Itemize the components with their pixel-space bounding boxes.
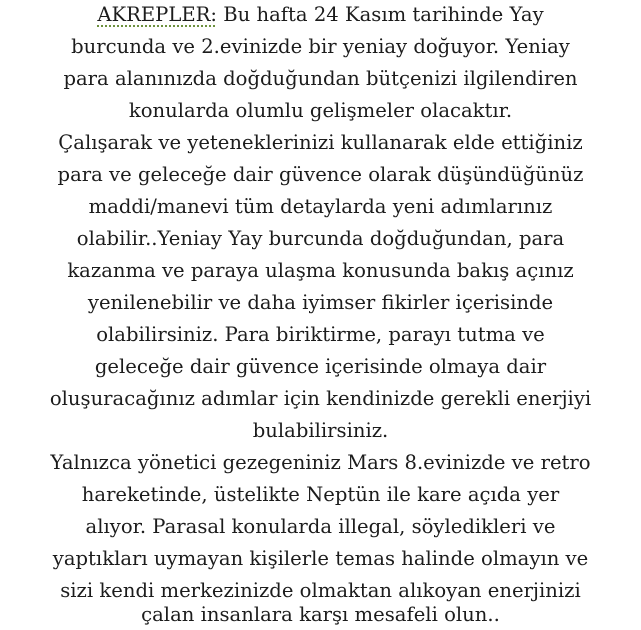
heading-rest: Bu hafta 24 Kasım tarihinde Yay bbox=[217, 3, 544, 26]
text-line: yaptıkları uymayan kişilerle temas halinde olmayın ve bbox=[52, 547, 589, 570]
heading-line bbox=[0, 0, 641, 30]
text-line: hareketinde, üstelikte Neptün ile kare açıda yer bbox=[81, 483, 560, 506]
text-line: burcunda ve 2.evinizde bir yeniay doğuyor. Yeniay bbox=[71, 35, 570, 58]
text-line: sizi kendi merkezinizde olmaktan alıkoyan enerjinizi bbox=[60, 579, 581, 602]
text-line: konularda olumlu gelişmeler olacaktır. bbox=[128, 99, 513, 122]
text-line: alıyor. Parasal konularda illegal, söyledikleri ve bbox=[85, 515, 556, 538]
text-line: kazanma ve paraya ulaşma konusunda bakış açınız bbox=[67, 259, 574, 282]
text-line: oluşuracağınız adımlar için kendinizde gerekli enerjiyi bbox=[49, 387, 592, 410]
text-line: para alanınızda doğduğundan bütçenizi ilgilendiren bbox=[63, 67, 578, 90]
text-line: bulabilirsiniz. bbox=[252, 419, 389, 442]
text-line: Yalnızca yönetici gezegeniniz Mars 8.evinizde ve retro bbox=[50, 451, 591, 474]
text-line: olabilirsiniz. Para biriktirme, parayı tutma ve bbox=[96, 323, 545, 346]
text-line: yenilenebilir ve daha iyimser fikirler içerisinde bbox=[87, 291, 554, 314]
text-line: Çalışarak ve yeteneklerinizi kullanarak elde ettiğiniz bbox=[58, 131, 583, 154]
text-line: geleceğe dair güvence içerisinde olmaya dair bbox=[94, 355, 547, 378]
text-line: olabilir..Yeniay Yay burcunda doğduğundan, para bbox=[76, 227, 565, 250]
text-line: maddi/manevi tüm detaylarda yeni adımlarınız bbox=[88, 195, 553, 218]
zodiac-sign-heading: AKREPLER: bbox=[97, 3, 218, 26]
text-line: para ve geleceğe dair güvence olarak düşündüğünüz bbox=[57, 163, 584, 186]
text-line: çalan insanlara karşı mesafeli olun.. bbox=[141, 603, 500, 626]
